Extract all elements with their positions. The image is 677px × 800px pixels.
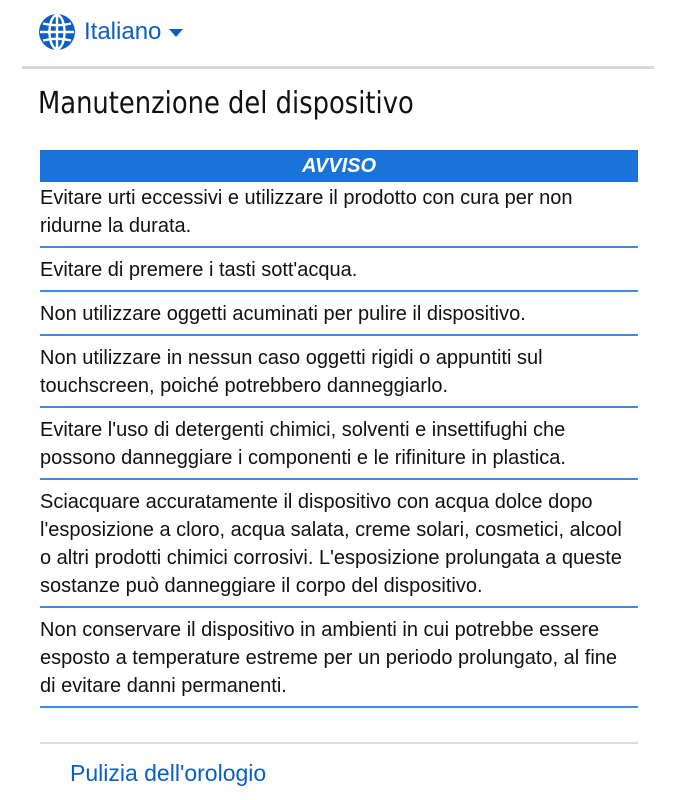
language-selector[interactable] bbox=[38, 12, 183, 52]
notice-item: Non conservare il dispositivo in ambienti in cui potrebbe essere esposto a temperature estreme per un periodo prolungato, al fine di evitare danni permanenti. bbox=[40, 614, 638, 708]
notice-box bbox=[40, 150, 638, 708]
notice-header: AVVISO bbox=[40, 150, 638, 182]
notice-item: Evitare di premere i tasti sott'acqua. bbox=[40, 254, 638, 292]
language-label: Italiano bbox=[84, 18, 162, 45]
notice-item: Non utilizzare in nessun caso oggetti rigidi o appuntiti sul touchscreen, poiché potrebbero danneggiarlo. bbox=[40, 342, 638, 408]
header-divider bbox=[22, 66, 654, 69]
notice-item: Sciacquare accuratamente il dispositivo con acqua dolce dopo l'esposizione a cloro, acqua salata, creme solari, cosmetici, alcool o altri prodotti chimici corrosivi. L'esposizione prolungata a queste sostanze può danneggiare il corpo del dispositivo. bbox=[40, 486, 638, 608]
next-topic-link[interactable]: Pulizia dell'orologio bbox=[70, 760, 267, 786]
notice-item: Evitare urti eccessivi e utilizzare il prodotto con cura per non ridurne la durata. bbox=[40, 182, 638, 248]
chevron-down-icon bbox=[169, 29, 183, 37]
notice-item: Non utilizzare oggetti acuminati per pulire il dispositivo. bbox=[40, 298, 638, 336]
footer-divider bbox=[40, 742, 638, 744]
page-title: Manutenzione del dispositivo bbox=[38, 86, 414, 121]
globe-icon bbox=[38, 13, 76, 51]
notice-item: Evitare l'uso di detergenti chimici, solventi e insettifughi che possono danneggiare i componenti e le rifiniture in plastica. bbox=[40, 414, 638, 480]
